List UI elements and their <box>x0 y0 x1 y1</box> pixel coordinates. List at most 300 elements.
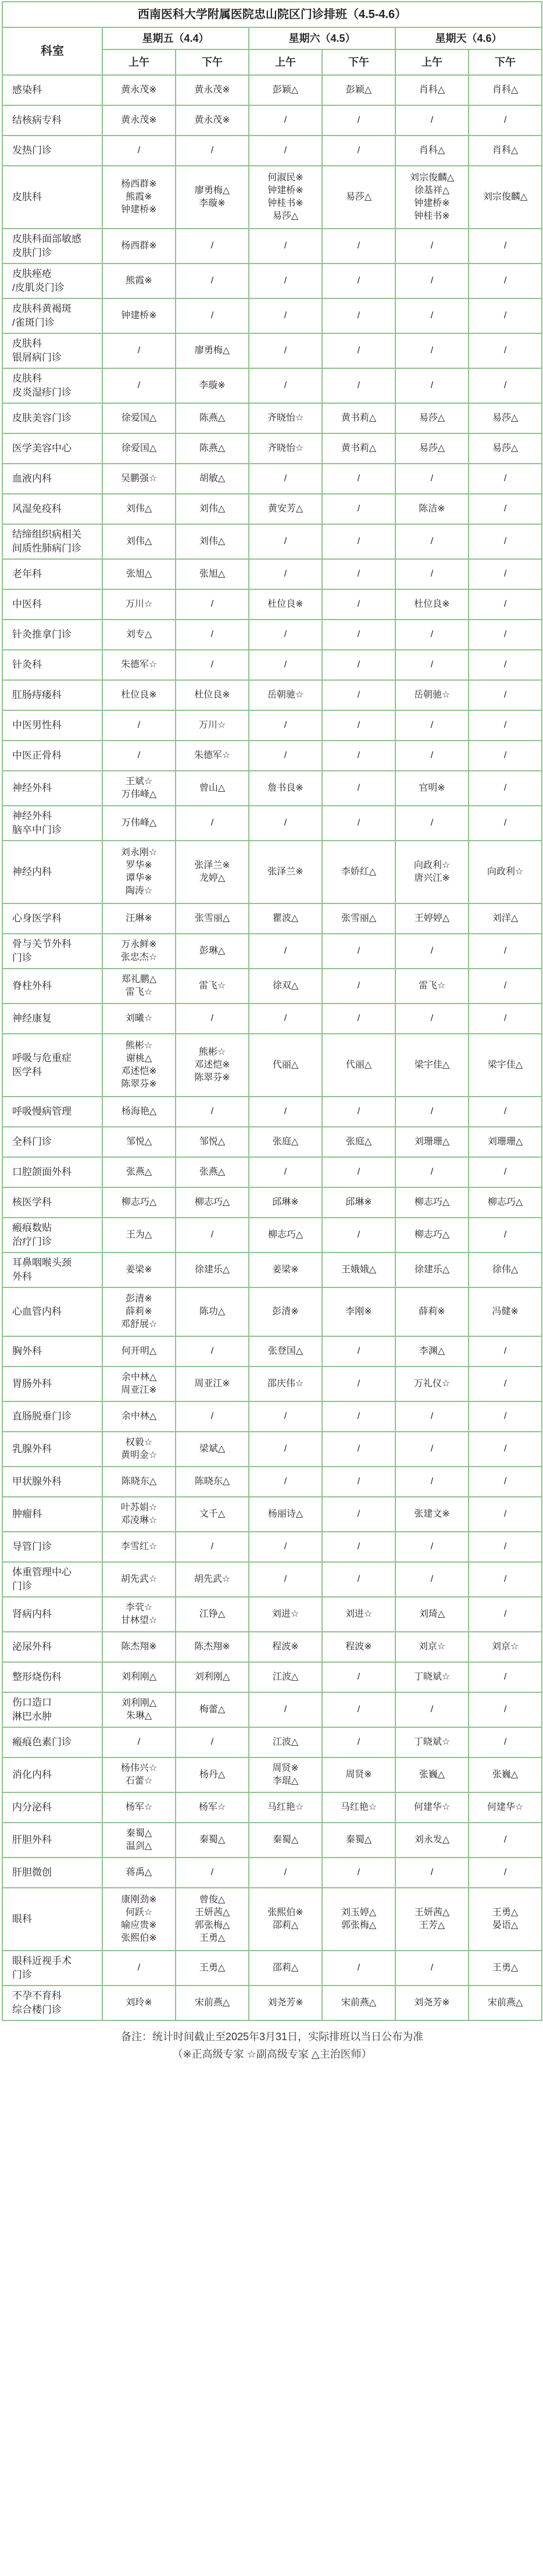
dept-name: 胸外科 <box>12 1346 42 1357</box>
doctor-name: 徐爱国△ <box>121 413 157 423</box>
slot-cell-sat-pm <box>322 559 395 589</box>
doctor-name: 黄书莉△ <box>341 443 377 453</box>
doctor-name: / <box>357 1509 360 1519</box>
slot-cell-fri-am <box>102 1253 176 1287</box>
doctor-name: / <box>430 474 434 483</box>
doctor-name: / <box>284 1013 287 1023</box>
slot-cell-sun-pm <box>469 1187 542 1218</box>
doctor-name: 齐晓怡☆ <box>267 413 304 423</box>
doctor-name: 官明※ <box>419 783 445 793</box>
slot-cell-sat-am <box>249 1888 322 1951</box>
dept-name-cell <box>2 741 102 771</box>
slot-cell-fri-pm <box>176 403 249 433</box>
slot-cell-sat-pm <box>322 75 395 105</box>
schedule-row <box>2 903 542 934</box>
doctor-name: 陈翠芬※ <box>194 1073 230 1083</box>
slot-cell-fri-pm <box>176 1253 249 1287</box>
schedule-row <box>2 1034 542 1097</box>
doctor-name: 龙婷△ <box>199 873 226 883</box>
doctor-name: 梁宇佳△ <box>414 1060 450 1070</box>
doctor-name: 周贤※ <box>272 1763 299 1773</box>
slot-cell-sun-am <box>395 1858 469 1888</box>
doctor-name: 陈晓东△ <box>194 1476 230 1486</box>
slot-cell-sat-am <box>249 333 322 368</box>
slot-cell-sat-am <box>249 841 322 903</box>
doctor-name: 杜位良※ <box>121 690 157 700</box>
slot-cell-sun-pm <box>469 1632 542 1662</box>
doctor-name: / <box>357 783 360 793</box>
doctor-name: / <box>210 1737 214 1747</box>
doctor-name: 刘曦☆ <box>125 1013 153 1023</box>
schedule-row <box>2 1532 542 1562</box>
doctor-name: 江铮△ <box>199 1609 226 1619</box>
doctor-name: 熊彬☆ <box>198 1047 226 1057</box>
slot-cell-sat-am <box>249 1253 322 1287</box>
doctor-name: 郭张梅△ <box>194 1920 230 1930</box>
slot-cell-fri-pm <box>176 1951 249 1986</box>
slot-cell-sat-am <box>249 1497 322 1532</box>
doctor-name: / <box>430 1444 434 1454</box>
dept-name-cell <box>2 1097 102 1127</box>
slot-cell-sun-am <box>395 136 469 166</box>
dept-name-cell <box>2 841 102 903</box>
dept-name: 间质性肺病门诊 <box>12 543 81 554</box>
slot-cell-fri-pm <box>176 264 249 298</box>
doctor-name: 刘珊珊△ <box>487 1137 523 1147</box>
dept-name: 神经外科 <box>12 782 52 794</box>
doctor-name: 程波※ <box>345 1642 372 1652</box>
doctor-name: 曾俊△ <box>199 1895 226 1905</box>
slot-cell-fri-pm <box>176 1367 249 1401</box>
doctor-name: 王妍茜△ <box>414 1908 450 1917</box>
slot-cell-sun-am <box>395 494 469 524</box>
doctor-name: / <box>430 1411 434 1421</box>
schedule-row <box>2 298 542 333</box>
doctor-name: 彭琳△ <box>199 946 226 956</box>
doctor-name: 钟建桥※ <box>414 198 450 208</box>
doctor-name: / <box>503 981 507 991</box>
doctor-name: / <box>284 1411 287 1421</box>
doctor-name: / <box>210 1106 214 1116</box>
slot-cell-sun-pm <box>469 806 542 841</box>
doctor-name: / <box>210 818 214 828</box>
dept-name: 心血管内科 <box>12 1306 62 1317</box>
doctor-name: / <box>503 690 507 700</box>
slot-cell-sun-pm <box>469 1467 542 1497</box>
slot-cell-sat-am <box>249 934 322 969</box>
slot-cell-fri-am <box>102 1432 176 1467</box>
doctor-name: 张登国△ <box>267 1346 303 1356</box>
slot-cell-sat-pm <box>322 1127 395 1157</box>
doctor-name: 张泽兰※ <box>194 860 230 870</box>
dept-name-cell <box>2 559 102 589</box>
doctor-name: 周亚江※ <box>121 1385 157 1395</box>
doctor-name: / <box>284 750 287 760</box>
slot-cell-sat-pm <box>322 1757 395 1792</box>
doctor-name: 薛莉※ <box>126 1307 152 1317</box>
schedule-row <box>2 1127 542 1157</box>
slot-cell-sun-pm <box>469 464 542 494</box>
schedule-row <box>2 1632 542 1662</box>
slot-cell-sun-am <box>395 229 469 264</box>
slot-cell-sat-am <box>249 806 322 841</box>
slot-cell-fri-pm <box>176 969 249 1004</box>
doctor-name: 朱琳△ <box>126 1711 152 1721</box>
dept-name: 医学科 <box>12 1066 42 1077</box>
dept-name: 皮炎湿疹门诊 <box>12 387 72 398</box>
doctor-name: 詹书良※ <box>267 783 303 793</box>
slot-cell-sun-am <box>395 1157 469 1187</box>
doctor-name: 刘进☆ <box>272 1609 299 1619</box>
schedule-row <box>2 969 542 1004</box>
dept-name-cell <box>2 1004 102 1034</box>
slot-cell-sun-pm <box>469 1532 542 1562</box>
slot-cell-sun-am <box>395 1034 469 1097</box>
dept-name: 皮肤科黄褐斑 <box>12 303 72 314</box>
dept-name-cell <box>2 1858 102 1888</box>
am-header: 上午 <box>102 49 176 75</box>
dept-name-cell <box>2 403 102 433</box>
slot-cell-fri-am <box>102 559 176 589</box>
doctor-name: / <box>357 1013 360 1023</box>
doctor-name: 陈燕△ <box>199 413 226 423</box>
dept-name: 治疗门诊 <box>12 1236 52 1247</box>
slot-cell-fri-pm <box>176 741 249 771</box>
dept-name-cell <box>2 1253 102 1287</box>
slot-cell-sun-am <box>395 841 469 903</box>
slot-cell-fri-pm <box>176 333 249 368</box>
dept-name: 耳鼻咽喉头颈 <box>12 1257 72 1268</box>
slot-cell-fri-am <box>102 298 176 333</box>
dept-name: 呼吸与危重症 <box>12 1052 72 1063</box>
dept-name: 核医学科 <box>12 1197 52 1208</box>
dept-name-cell <box>2 264 102 298</box>
doctor-name: 徐基祥△ <box>414 186 450 195</box>
doctor-name: 邱琳※ <box>345 1197 372 1207</box>
slot-cell-sat-am <box>249 1367 322 1401</box>
dept-name: 眼科近视手术 <box>12 1955 72 1966</box>
doctor-name: 廖勇梅△ <box>194 186 230 195</box>
slot-cell-sat-pm <box>322 1401 395 1432</box>
doctor-name: 柳志巧△ <box>267 1230 303 1240</box>
slot-cell-fri-pm <box>176 710 249 741</box>
slot-cell-fri-am <box>102 1367 176 1401</box>
doctor-name: 刘琦△ <box>419 1609 445 1619</box>
doctor-name: 梁宇佳△ <box>487 1060 523 1070</box>
schedule-table <box>2 1 542 2068</box>
slot-cell-sun-am <box>395 969 469 1004</box>
doctor-name: 邓凌琳☆ <box>120 1515 158 1525</box>
dept-name-cell <box>2 1662 102 1692</box>
dept-name-cell <box>2 934 102 969</box>
slot-cell-sat-pm <box>322 1432 395 1467</box>
schedule-row <box>2 75 542 105</box>
slot-cell-sat-am <box>249 105 322 136</box>
doctor-name: 易莎△ <box>419 443 445 453</box>
slot-cell-fri-pm <box>176 1218 249 1253</box>
doctor-name: 何跃☆ <box>125 1908 153 1917</box>
doctor-name: 邵莉△ <box>272 1963 299 1973</box>
schedule-row <box>2 1157 542 1187</box>
schedule-row <box>2 105 542 136</box>
slot-cell-sat-pm <box>322 1951 395 1986</box>
slot-cell-sat-am <box>249 1792 322 1823</box>
doctor-name: 李茕☆ <box>125 1603 153 1613</box>
dept-name-cell <box>2 1632 102 1662</box>
doctor-name: / <box>137 346 141 355</box>
slot-cell-sun-am <box>395 298 469 333</box>
doctor-name: 易莎△ <box>492 443 519 453</box>
slot-cell-sat-am <box>249 1287 322 1336</box>
dept-name-cell <box>2 969 102 1004</box>
dept-name: 皮肤科 <box>12 191 42 202</box>
doctor-name: 刘永刚☆ <box>120 848 158 858</box>
slot-cell-sat-am <box>249 1097 322 1127</box>
doctor-name: 万伟峰△ <box>121 789 157 799</box>
schedule-row <box>2 1888 542 1951</box>
doctor-name: / <box>503 1867 507 1877</box>
doctor-name: / <box>357 276 360 286</box>
slot-cell-sat-am <box>249 1336 322 1367</box>
dept-name-cell <box>2 903 102 934</box>
doctor-name: / <box>503 1013 507 1023</box>
doctor-name: / <box>503 1379 507 1389</box>
schedule-row <box>2 1367 542 1401</box>
day-header-saturday: 星期六（4.5） <box>249 27 395 49</box>
doctor-name: / <box>284 346 287 355</box>
slot-cell-sat-pm <box>322 494 395 524</box>
doctor-name: / <box>503 1476 507 1486</box>
slot-cell-sat-pm <box>322 1157 395 1187</box>
slot-cell-sun-pm <box>469 903 542 934</box>
slot-cell-fri-pm <box>176 680 249 710</box>
doctor-name: 刘利刚△ <box>121 1672 157 1682</box>
dept-name-cell <box>2 680 102 710</box>
day-header-sunday: 星期天（4.6） <box>395 27 542 49</box>
slot-cell-sat-am <box>249 710 322 741</box>
doctor-name: 刘京☆ <box>491 1642 519 1652</box>
slot-cell-fri-pm <box>176 1727 249 1757</box>
slot-cell-sat-pm <box>322 1336 395 1367</box>
slot-cell-fri-pm <box>176 1336 249 1367</box>
slot-cell-sun-pm <box>469 1858 542 1888</box>
slot-cell-sun-pm <box>469 1034 542 1097</box>
dept-name: 肿瘤科 <box>12 1508 42 1520</box>
schedule-row <box>2 1951 542 1986</box>
slot-cell-sun-pm <box>469 368 542 403</box>
doctor-name: / <box>357 145 360 155</box>
doctor-name: 李琨△ <box>272 1776 299 1786</box>
doctor-name: / <box>503 1411 507 1421</box>
doctor-name: / <box>284 276 287 286</box>
doctor-name: 瞿波△ <box>272 913 299 923</box>
doctor-name: / <box>430 1867 434 1877</box>
slot-cell-sun-pm <box>469 75 542 105</box>
doctor-name: / <box>357 1737 360 1747</box>
slot-cell-sun-am <box>395 1467 469 1497</box>
doctor-name: / <box>137 1737 141 1747</box>
slot-cell-sat-am <box>249 1632 322 1662</box>
dept-name-cell <box>2 524 102 559</box>
doctor-name: / <box>357 115 360 125</box>
doctor-name: 谭华※ <box>126 873 152 883</box>
doctor-name: 秦蜀△ <box>345 1835 372 1845</box>
slot-cell-sat-pm <box>322 934 395 969</box>
schedule-row <box>2 1792 542 1823</box>
schedule-row <box>2 1432 542 1467</box>
slot-cell-sat-pm <box>322 368 395 403</box>
slot-cell-sat-pm <box>322 166 395 229</box>
doctor-name: 文千△ <box>199 1509 226 1519</box>
doctor-name: 张巍△ <box>492 1770 519 1780</box>
slot-cell-sun-am <box>395 1187 469 1218</box>
doctor-name: 马红艳☆ <box>340 1802 377 1812</box>
doctor-name: / <box>210 1411 214 1421</box>
slot-cell-sat-am <box>249 1127 322 1157</box>
doctor-name: 周贤※ <box>345 1770 372 1780</box>
doctor-name: / <box>357 1346 360 1356</box>
doctor-name: 杨海艳△ <box>121 1106 157 1116</box>
schedule-row <box>2 650 542 680</box>
doctor-name: / <box>430 1167 434 1177</box>
slot-cell-sat-pm <box>322 680 395 710</box>
slot-cell-sun-am <box>395 166 469 229</box>
slot-cell-sat-pm <box>322 710 395 741</box>
doctor-name: 郑礼鹏△ <box>121 974 157 984</box>
doctor-name: / <box>284 1867 287 1877</box>
doctor-name: / <box>503 1106 507 1116</box>
slot-cell-fri-pm <box>176 1401 249 1432</box>
dept-name: 外科 <box>12 1271 32 1282</box>
doctor-name: 胡先武☆ <box>194 1574 231 1584</box>
slot-cell-sun-pm <box>469 650 542 680</box>
doctor-name: / <box>357 720 360 730</box>
slot-cell-fri-am <box>102 771 176 806</box>
slot-cell-sat-am <box>249 771 322 806</box>
doctor-name: 宋前燕△ <box>194 1998 230 2008</box>
schedule-row <box>2 806 542 841</box>
slot-cell-fri-pm <box>176 934 249 969</box>
slot-cell-sat-pm <box>322 1367 395 1401</box>
slot-cell-sat-pm <box>322 524 395 559</box>
doctor-name: / <box>503 536 507 546</box>
doctor-name: 柳志巧△ <box>487 1197 523 1207</box>
doctor-name: 张雪丽△ <box>341 913 377 923</box>
slot-cell-sun-pm <box>469 1157 542 1187</box>
doctor-name: 万川☆ <box>198 720 226 730</box>
day-header-friday: 星期五（4.4） <box>102 27 249 49</box>
slot-cell-sun-am <box>395 1632 469 1662</box>
dept-name-cell <box>2 105 102 136</box>
dept-name: 皮肤门诊 <box>12 247 52 258</box>
dept-name: 老年科 <box>12 568 42 579</box>
doctor-name: / <box>357 1167 360 1177</box>
dept-name: 消化内科 <box>12 1769 52 1780</box>
doctor-name: / <box>284 1444 287 1454</box>
doctor-name: 张熙伯※ <box>267 1908 303 1917</box>
dept-name: 皮肤美容门诊 <box>12 412 72 424</box>
doctor-name: / <box>357 1867 360 1877</box>
slot-cell-sat-pm <box>322 1692 395 1727</box>
doctor-name: / <box>284 1542 287 1552</box>
doctor-name: 王芳△ <box>419 1920 445 1930</box>
pm-header: 下午 <box>176 49 249 75</box>
slot-cell-fri-pm <box>176 771 249 806</box>
doctor-name: / <box>210 276 214 286</box>
doctor-name: 薛莉※ <box>419 1307 445 1317</box>
slot-cell-sun-am <box>395 680 469 710</box>
slot-cell-fri-am <box>102 1951 176 1986</box>
doctor-name: 刘珊珊△ <box>414 1137 450 1147</box>
dept-name: 脊柱外科 <box>12 980 52 991</box>
doctor-name: 彭颖△ <box>272 85 299 95</box>
doctor-name: 雷飞☆ <box>125 987 153 997</box>
doctor-name: / <box>503 1705 507 1714</box>
doctor-name: / <box>357 380 360 390</box>
doctor-name: 余中林△ <box>121 1372 157 1382</box>
doctor-name: / <box>357 1574 360 1584</box>
dept-name: 心身医学科 <box>12 913 62 924</box>
dept-name: 门诊 <box>12 952 32 963</box>
dept-name-cell <box>2 710 102 741</box>
slot-cell-sun-am <box>395 1097 469 1127</box>
doctor-name: 万伟峰△ <box>121 818 157 828</box>
doctor-name: 汪琳※ <box>126 913 152 923</box>
doctor-name: 柳志巧△ <box>194 1197 230 1207</box>
dept-name: 医学美容中心 <box>12 443 72 454</box>
schedule-row <box>2 620 542 650</box>
doctor-name: / <box>210 599 214 609</box>
slot-cell-fri-am <box>102 969 176 1004</box>
slot-cell-sat-pm <box>322 620 395 650</box>
slot-cell-sat-am <box>249 403 322 433</box>
doctor-name: 钟建桥※ <box>267 186 303 195</box>
doctor-name: 周亚江※ <box>194 1379 230 1389</box>
doctor-name: 胡敏△ <box>199 474 226 483</box>
schedule-row <box>2 403 542 433</box>
doctor-name: / <box>357 750 360 760</box>
slot-cell-sat-am <box>249 1727 322 1757</box>
doctor-name: 张忠杰☆ <box>120 952 158 962</box>
slot-cell-sun-pm <box>469 433 542 464</box>
dept-name: 体重管理中心 <box>12 1567 72 1578</box>
slot-cell-fri-am <box>102 680 176 710</box>
slot-cell-sat-pm <box>322 969 395 1004</box>
dept-name: 瘢痕色素门诊 <box>12 1737 72 1748</box>
doctor-name: / <box>137 1963 141 1973</box>
slot-cell-sat-pm <box>322 136 395 166</box>
doctor-name: 刘玲※ <box>126 1998 152 2008</box>
doctor-name: / <box>503 474 507 483</box>
slot-cell-fri-pm <box>176 136 249 166</box>
schedule-row <box>2 771 542 806</box>
dept-name: 综合楼门诊 <box>12 2004 62 2015</box>
slot-cell-fri-am <box>102 166 176 229</box>
slot-cell-sat-pm <box>322 264 395 298</box>
schedule-row <box>2 1727 542 1757</box>
slot-cell-sat-am <box>249 494 322 524</box>
slot-cell-sun-pm <box>469 264 542 298</box>
slot-cell-sat-am <box>249 650 322 680</box>
doctor-name: 张燕△ <box>126 1167 152 1177</box>
slot-cell-sat-am <box>249 229 322 264</box>
doctor-name: / <box>430 1106 434 1116</box>
doctor-name: / <box>357 690 360 700</box>
doctor-name: / <box>503 629 507 639</box>
dept-name-cell <box>2 368 102 403</box>
slot-cell-sun-am <box>395 1218 469 1253</box>
doctor-name: 彭颖△ <box>345 85 372 95</box>
